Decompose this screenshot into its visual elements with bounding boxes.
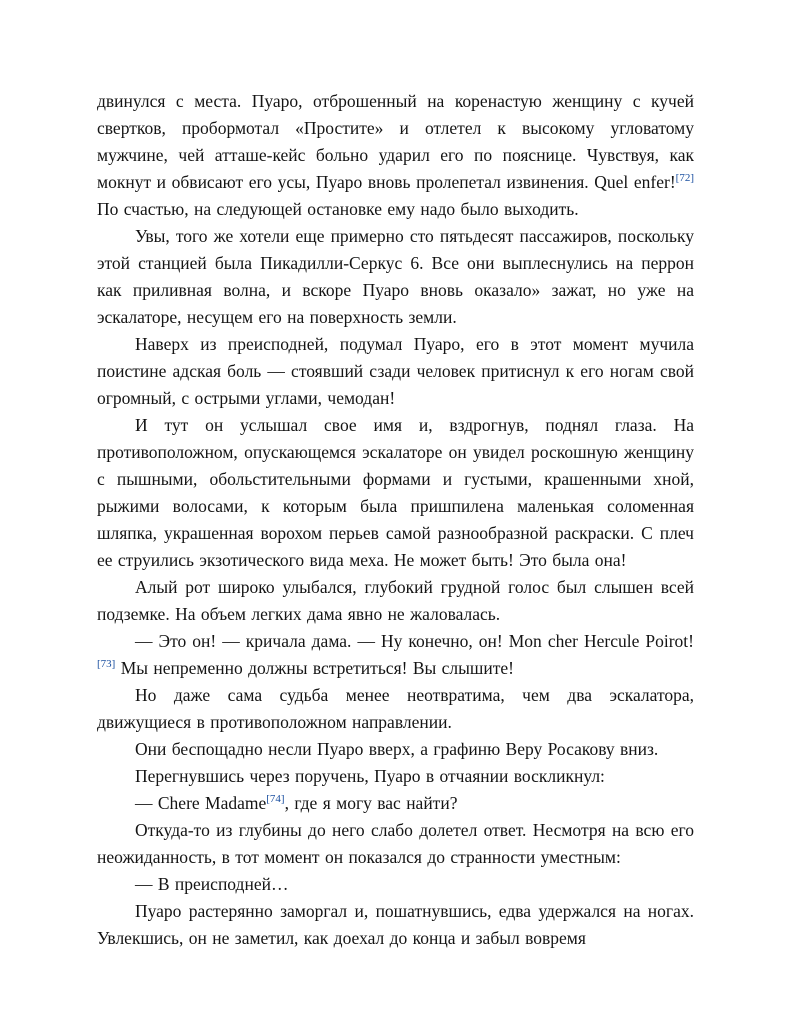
paragraph-text: двинулся с места. Пуаро, отброшенный на коренастую женщину с кучей свертков, пробормотал «Простите» и отлетел к высокому угловатому мужчине, чей атташе-кейс больно ударил его по пояснице. Чувствуя, как мокнут и обвисают его усы, Пуаро вновь пролепетал извинения. Quel enfer! bbox=[97, 91, 694, 192]
paragraph-text: — В преисподней… bbox=[135, 874, 289, 894]
paragraph bbox=[97, 817, 694, 871]
paragraph-text: Алый рот широко улыбался, глубокий грудной голос был слышен всей подземке. На объем легких дама явно не жаловалась. bbox=[97, 577, 694, 624]
paragraph-text: — Это он! — кричала дама. — Ну конечно, он! Mon cher Hercule Poirot! bbox=[135, 631, 694, 651]
paragraph-text: Откуда-то из глубины до него слабо долетел ответ. Несмотря на всю его неожиданность, в тот момент он показался до странности уместным: bbox=[97, 820, 694, 867]
paragraph bbox=[97, 736, 694, 763]
paragraph bbox=[97, 790, 694, 817]
text-block bbox=[97, 88, 694, 952]
paragraph bbox=[97, 898, 694, 952]
paragraph-text: Пуаро растерянно заморгал и, пошатнувшись, едва удержался на ногах. Увлекшись, он не заметил, как доехал до конца и забыл вовремя bbox=[97, 901, 694, 948]
paragraph bbox=[97, 682, 694, 736]
paragraph bbox=[97, 628, 694, 682]
paragraph-text: Они беспощадно несли Пуаро вверх, а графиню Веру Росакову вниз. bbox=[135, 739, 659, 759]
footnote-sup bbox=[97, 658, 115, 670]
paragraph-text: Перегнувшись через поручень, Пуаро в отчаянии воскликнул: bbox=[135, 766, 605, 786]
footnote-link-72[interactable]: [72] bbox=[675, 172, 694, 185]
paragraph-text: , где я могу вас найти? bbox=[284, 793, 458, 813]
footnote-sup bbox=[266, 793, 284, 805]
paragraph bbox=[97, 88, 694, 223]
paragraph-text: Наверх из преисподней, подумал Пуаро, его в этот момент мучила поистине адская боль — стоявший сзади человек притиснул к его ногам свой огромный, с острыми углами, чемодан! bbox=[97, 334, 694, 408]
paragraph bbox=[97, 871, 694, 898]
paragraph bbox=[97, 574, 694, 628]
footnote-sup bbox=[676, 172, 694, 184]
paragraph bbox=[97, 763, 694, 790]
paragraph-text: По счастью, на следующей остановке ему надо было выходить. bbox=[97, 199, 579, 219]
paragraph-text: Мы непременно должны встретиться! Вы слышите! bbox=[115, 658, 514, 678]
paragraph bbox=[97, 223, 694, 331]
paragraph-text: Но даже сама судьба менее неотвратима, чем два эскалатора, движущиеся в противоположном направлении. bbox=[97, 685, 694, 732]
paragraph bbox=[97, 331, 694, 412]
paragraph-text: Увы, того же хотели еще примерно сто пятьдесят пассажиров, поскольку этой станцией была Пикадилли-Серкус 6. Все они выплеснулись на перрон как приливная волна, и вскоре Пуаро вновь оказало» зажат, но уже на эскалаторе, несущем его на поверхность земли. bbox=[97, 226, 694, 327]
paragraph bbox=[97, 412, 694, 574]
footnote-link-74[interactable]: [74] bbox=[266, 793, 285, 806]
paragraph-text: — Chere Madame bbox=[135, 793, 267, 813]
footnote-link-73[interactable]: [73] bbox=[97, 658, 116, 671]
paragraph-text: И тут он услышал свое имя и, вздрогнув, поднял глаза. На противоположном, опускающемся эскалаторе он увидел роскошную женщину с пышными, обольстительными формами и густыми, крашенными хной, рыжими волосами, к которым была пришпилена маленькая соломенная шляпка, украшенная ворохом перьев самой разнообразной раскраски. С плеч ее струились экзотического вида меха. Не может быть! Это была она! bbox=[97, 415, 694, 570]
